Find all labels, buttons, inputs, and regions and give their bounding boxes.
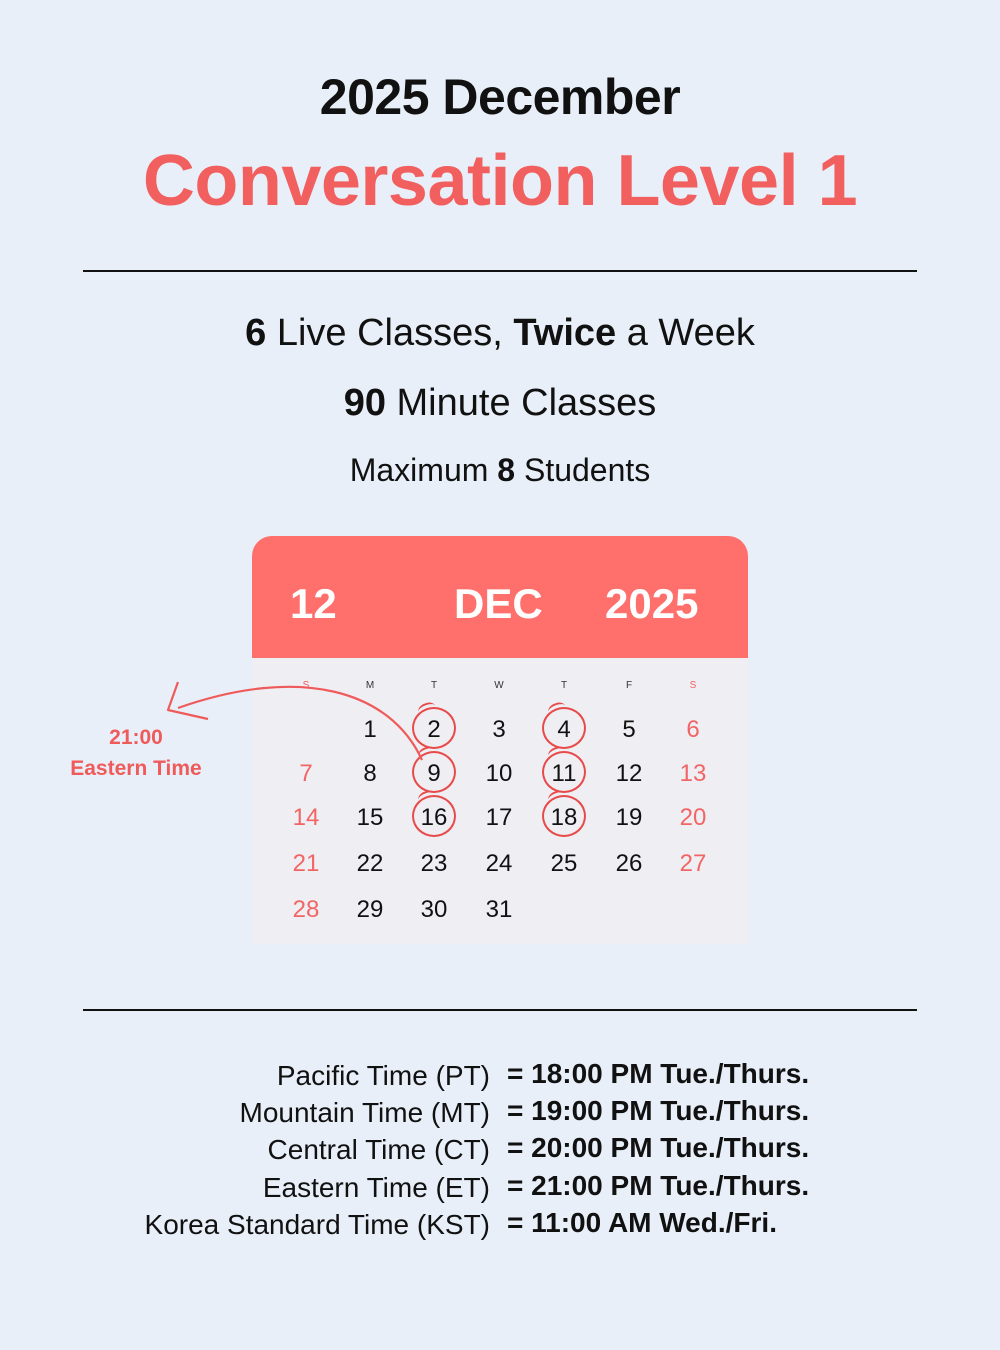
calendar-date: 18 [550, 804, 578, 831]
calendar-date: 13 [679, 760, 707, 787]
class-minutes: 90 [343, 382, 386, 424]
weekday-label: F [625, 680, 633, 691]
calendar-date: 1 [363, 716, 377, 743]
page-title-month: 2025 December [319, 69, 681, 125]
calendar-year: 2025 [605, 580, 699, 627]
calendar-date: 28 [292, 896, 320, 923]
info-text: a Week [616, 312, 755, 354]
calendar-date: 9 [427, 760, 441, 787]
weekday-label: S [302, 680, 310, 691]
calendar-date: 5 [622, 716, 636, 743]
time-zone-label: Korea Standard Time (KST) [144, 1209, 490, 1240]
time-zone-value: = 18:00 PM Tue./Thurs. [507, 1058, 810, 1089]
calendar-month: DEC [454, 580, 543, 627]
calendar-date: 16 [420, 804, 448, 831]
annotation-time: 21:00 [109, 726, 163, 749]
calendar-date: 25 [550, 850, 578, 877]
weekday-label: T [430, 680, 438, 691]
top-divider [83, 270, 917, 272]
class-count: 6 [245, 312, 267, 354]
calendar-date: 19 [615, 804, 643, 831]
calendar-date: 20 [679, 804, 707, 831]
info-max-students [0, 452, 1000, 489]
info-text: Live Classes, [266, 312, 514, 354]
time-zone-value: = 11:00 AM Wed./Fri. [507, 1207, 777, 1238]
calendar-date: 11 [551, 760, 577, 787]
calendar-date: 23 [420, 850, 448, 877]
info-text: Students [515, 452, 651, 488]
calendar-date: 15 [356, 804, 384, 831]
calendar-header [252, 536, 748, 658]
calendar-date: 6 [686, 716, 700, 743]
calendar-date: 4 [557, 716, 571, 743]
info-text: Maximum [349, 452, 498, 488]
calendar-date: 8 [363, 760, 377, 787]
calendar-date: 29 [356, 896, 384, 923]
weekday-label: T [560, 680, 568, 691]
calendar-date: 30 [420, 896, 448, 923]
weekday-label: M [365, 680, 375, 691]
calendar-date: 17 [485, 804, 513, 831]
weekday-label: S [689, 680, 697, 691]
calendar-date: 7 [299, 760, 313, 787]
calendar-date: 31 [485, 896, 513, 923]
calendar-date: 26 [615, 850, 643, 877]
time-zone-value: = 20:00 PM Tue./Thurs. [507, 1132, 810, 1163]
time-annotation [60, 722, 212, 784]
calendar-date: 12 [615, 760, 643, 787]
info-text: Minute Classes [385, 382, 657, 424]
time-zone-value: = 19:00 PM Tue./Thurs. [507, 1095, 810, 1126]
info-classes-per-week [0, 312, 1000, 355]
calendar-date: 2 [427, 716, 441, 743]
course-title: Conversation Level 1 [142, 141, 858, 221]
calendar-date: 14 [292, 804, 320, 831]
annotation-zone: Eastern Time [70, 757, 202, 780]
calendar-date: 21 [292, 850, 320, 877]
time-zone-label: Eastern Time (ET) [262, 1172, 490, 1203]
bottom-divider [83, 1009, 917, 1011]
calendar-date: 24 [485, 850, 513, 877]
weekday-label: W [494, 680, 504, 691]
calendar-date: 22 [356, 850, 384, 877]
time-zone-label: Mountain Time (MT) [239, 1097, 490, 1128]
class-frequency: Twice [513, 312, 617, 354]
max-students: 8 [497, 452, 516, 488]
calendar-date: 27 [679, 850, 707, 877]
calendar-date: 3 [492, 716, 506, 743]
time-zone-label: Central Time (CT) [267, 1134, 490, 1165]
time-zone-label: Pacific Time (PT) [276, 1060, 490, 1091]
time-zone-value: = 21:00 PM Tue./Thurs. [507, 1170, 810, 1201]
calendar-day: 12 [290, 580, 337, 627]
info-class-length [0, 382, 1000, 425]
calendar-date: 10 [485, 760, 513, 787]
